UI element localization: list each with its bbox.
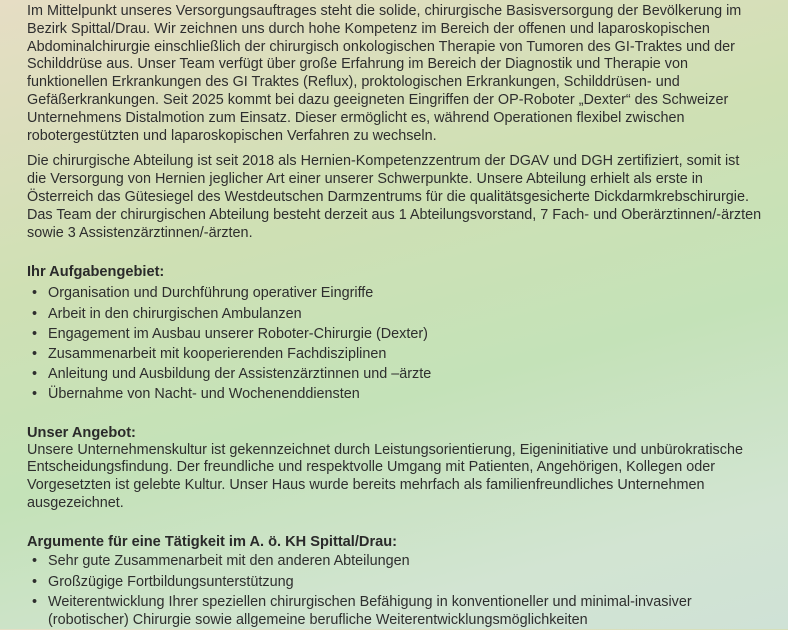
list-item: • Zusammenarbeit mit kooperierenden Fachdisziplinen — [27, 344, 762, 364]
arguments-list — [27, 553, 762, 630]
list-item: • Organisation und Durchführung operativer Eingriffe — [27, 283, 762, 303]
intro-paragraph-2: Die chirurgische Abteilung ist seit 2018 als Hernien-Kompetenzzentrum der DGAV und DGH zertifiziert, somit ist die Versorgung von Hernien jeglicher Art einer unserer Schwerpunkte. Unsere Abteilung erhielt als erste in Österreich das Gütesiegel des Westdeutschen Darmzentrums für die qualitätsgesicherte Dickdarmkrebschirurgie. Das Team der chirurgischen Abteilung besteht derzeit aus 1 Abteilungsvorstand, 7 Fach- und Oberärztinnen/-ärzten sowie 3 Assistenzärztinnen/-ärzten. — [27, 153, 762, 241]
tasks-heading: Ihr Aufgabengebiet: — [27, 264, 165, 281]
list-item: • Anleitung und Ausbildung der Assistenzärztinnen und –ärzte — [27, 364, 762, 384]
tasks-list — [27, 283, 762, 404]
offer-heading: Unser Angebot: — [27, 424, 136, 441]
list-item: • Sehr gute Zusammenarbeit mit den anderen Abteilungen — [27, 553, 762, 571]
list-item: • Großzügige Fortbildungsunterstützung — [27, 574, 762, 592]
list-item: • Übernahme von Nacht- und Wochenenddiensten — [27, 384, 762, 404]
list-item: • Engagement im Ausbau unserer Roboter-Chirurgie (Dexter) — [27, 324, 762, 344]
arguments-heading: Argumente für eine Tätigkeit im A. ö. KH Spittal/Drau: — [27, 533, 398, 550]
offer-text: Unsere Unternehmenskultur ist gekennzeichnet durch Leistungsorientierung, Eigeninitiative und unbürokratische Entscheidungsfindung. Der freundliche und respektvolle Umgang mit Patienten, Angehörigen, Kollegen oder Vorgesetzten ist gelebte Kultur. Unser Haus wurde bereits mehrfach als familienfreundliches Unternehmen ausgezeichnet. — [27, 441, 743, 511]
intro-paragraph-1: Im Mittelpunkt unseres Versorgungsauftrages steht die solide, chirurgische Basisversorgung der Bevölkerung im Bezirk Spittal/Drau. Wir zeichnen uns durch hohe Kompetenz im Bereich der offenen und laparoskopischen Abdominalchirurgie einschließlich der chirurgisch onkologischen Therapie von Tumoren des GI-Traktes und der Schilddrüse aus. Unser Team verfügt über große Erfahrung im Bereich der Diagnostik und Therapie von funktionellen Erkrankungen des GI Traktes (Reflux), proktologischen Erkrankungen, Schilddrüsen- und Gefäßerkrankungen. Seit 2025 kommt bei dazu geeigneten Eingriffen der OP-Roboter „Dexter“ des Schweizer Unternehmens Distalmotion zum Einsatz. Dieser ermöglicht es, während Operationen flexibel zwischen robotergestützten und laparoskopischen Verfahren zu wechseln. — [27, 3, 742, 144]
list-item: • Weiterentwicklung Ihrer speziellen chirurgischen Befähigung in konventioneller und minimal-invasiver (robotischer) Chirurgie sowie allgemeine berufliche Weiterentwicklungsmöglichkeiten — [27, 594, 762, 630]
list-item: • Arbeit in den chirurgischen Ambulanzen — [27, 304, 762, 324]
